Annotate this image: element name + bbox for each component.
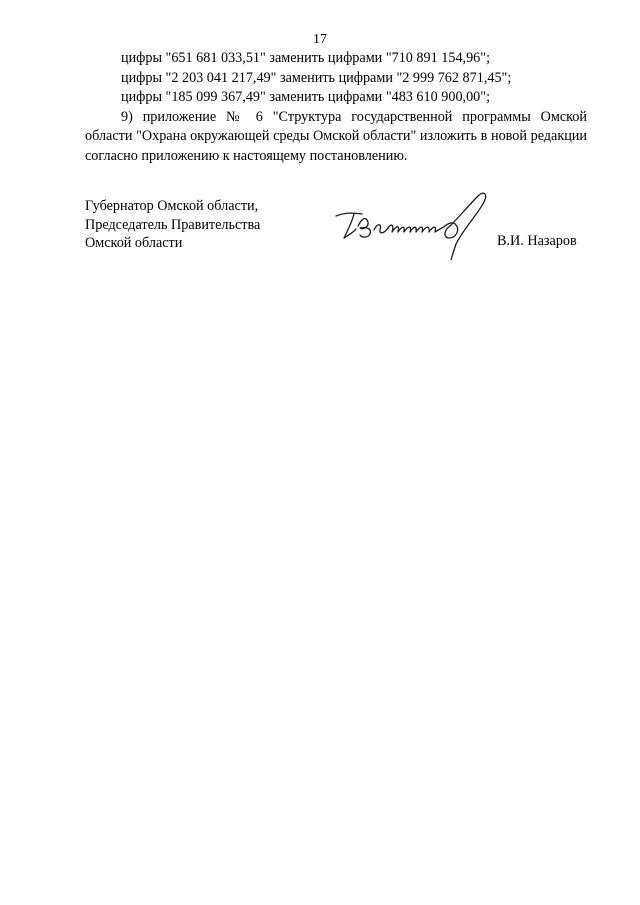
document-body (85, 49, 587, 166)
page-number: 17 (313, 32, 327, 47)
amendment-item-9: 9) приложение № 6 "Структура государственной программы Омской области "Охрана окружающей среды Омской области" изложить в новой редакции согласно приложению к настоящему постановлению. (85, 108, 587, 164)
amendment-line-1: цифры "651 681 033,51" заменить цифрами "710 891 154,96"; (121, 50, 491, 66)
signatory-title-line: Председатель Правительства (85, 216, 261, 233)
signer-name: В.И. Назаров (497, 233, 577, 249)
signatory-title-line: Губернатор Омской области, (85, 198, 259, 214)
signatory-title (85, 197, 260, 253)
amendment-line-3: цифры "185 099 367,49" заменить цифрами "483 610 900,00"; (121, 89, 491, 105)
signatory-title-line: Омской области (85, 235, 183, 251)
amendment-line-2: цифры "2 203 041 217,49" заменить цифрами "2 999 762 871,45"; (121, 69, 512, 86)
handwritten-signature (330, 186, 495, 260)
